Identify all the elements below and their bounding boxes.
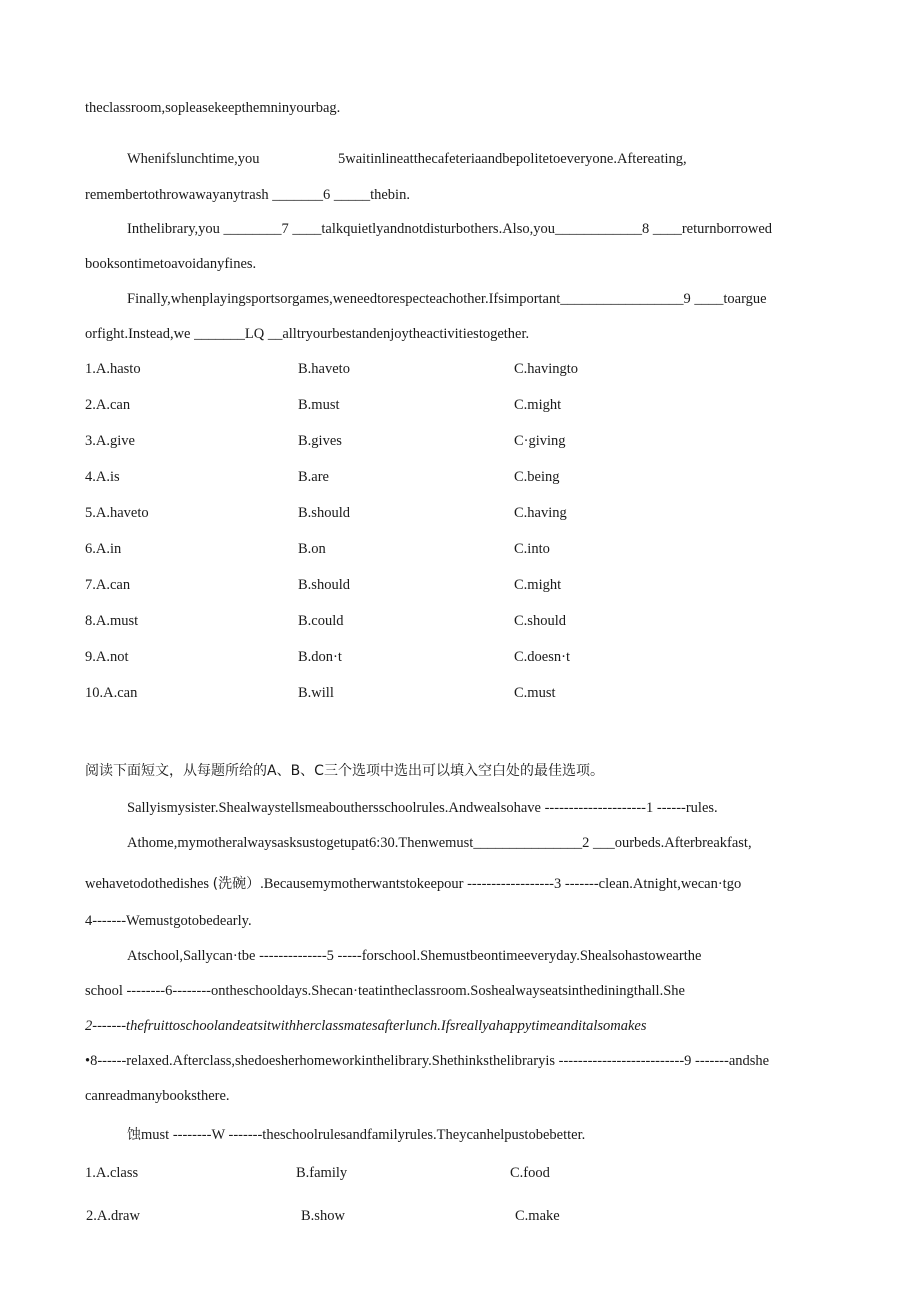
q1-4-b: B.are (298, 469, 329, 485)
passage2-line-5: Atschool,Sallycan·tbe --------------5 -----forschool.Shemustbeontimeeveryday.Shealsohastowearthe (127, 948, 702, 964)
q1-1-c: C.havingto (514, 361, 579, 377)
passage2-line-9: canreadmanybooksthere. (85, 1088, 230, 1104)
passage1-line-1a: Whenifslunchtime,you (127, 151, 260, 167)
passage2-line-3 (85, 875, 741, 893)
q1-4-a: 4.A.is (85, 469, 120, 485)
q2-2-b: B.show (301, 1208, 345, 1224)
q2-1-c: C.food (510, 1165, 550, 1181)
q1-6-c: C.into (514, 541, 550, 557)
q2-2-a: 2.A.draw (86, 1208, 140, 1224)
q1-5-a: 5.A.haveto (85, 505, 149, 521)
q2-2-c: C.make (515, 1208, 560, 1224)
passage2-line-10b: must --------W -------theschoolrulesandfamilyrules.Theycanhelpustobebetter. (141, 1127, 586, 1143)
q1-10-c: C.must (514, 685, 556, 701)
q1-1-a: 1.A.hasto (85, 361, 141, 377)
q1-7-b: B.should (298, 577, 350, 593)
q1-9-c: C.doesn·t (514, 649, 570, 665)
passage1-line-3: Inthelibrary,you ________7 ____talkquietlyandnotdisturbothers.Also,you____________8 ____returnborrowed (127, 221, 773, 237)
q1-8-c: C.should (514, 613, 566, 629)
passage2-line-1: Sallyismysister.Shealwaystellsmeabouthersschoolrules.Andwealsohave ---------------------1 ------rules. (127, 800, 718, 816)
q1-8-a: 8.A.must (85, 613, 139, 629)
q1-5-c: C.having (514, 505, 567, 521)
passage1-line-6: orfight.Instead,we _______LQ __alltryourbestandenjoytheactivitiestogether. (85, 326, 530, 342)
passage2-line-2: Athome,mymotheralwaysasksustogetupat6:30.Thenwemust_______________2 ___ourbeds.Afterbreakfast, (127, 835, 752, 851)
q1-3-b: B.gives (298, 433, 342, 449)
q1-10-a: 10.A.can (85, 685, 138, 701)
q1-2-c: C.might (514, 397, 562, 413)
passage2-line-3-gloss: (洗碗） (212, 876, 261, 892)
q1-7-c: C.might (514, 577, 562, 593)
passage1-line-1b: 5waitinlineatthecafeteriaandbepolitetoeveryone.Aftereating, (338, 151, 687, 167)
passage2-line-4: 4-------Wemustgotobedearly. (85, 913, 252, 929)
passage2-line-7: 2-------thefruittoschoolandeatsitwithherclassmatesafterlunch.Ifsreallyahappytimeanditalsomakes (85, 1018, 647, 1034)
q1-10-b: B.will (298, 685, 334, 701)
q1-8-b: B.could (298, 613, 344, 629)
q1-3-c: C·giving (514, 433, 566, 449)
q1-2-b: B.must (298, 397, 340, 413)
q1-9-b: B.don·t (298, 649, 342, 665)
q2-1-b: B.family (296, 1165, 348, 1181)
q1-9-a: 9.A.not (85, 649, 129, 665)
q1-4-c: C.being (514, 469, 560, 485)
q1-1-b: B.haveto (298, 361, 350, 377)
section2-heading: 阅读下面短文，从每题所给的A、B、C三个选项中选出可以填入空白处的最佳选项。 (85, 763, 604, 779)
passage2-line-8: •8------relaxed.Afterclass,shedoesherhomeworkinthelibrary.Shethinksthelibraryis --------------------------9 -------andshe (85, 1053, 770, 1069)
q1-5-b: B.should (298, 505, 350, 521)
passage2-line-10-glyph: 蚀 (127, 1127, 141, 1143)
q1-2-a: 2.A.can (85, 397, 131, 413)
passage2-line-3a: wehavetodothedishes (85, 876, 210, 892)
q1-7-a: 7.A.can (85, 577, 131, 593)
passage1-line-0: theclassroom,sopleasekeepthemninyourbag. (85, 100, 341, 116)
passage2-line-3c: .Becausemymotherwantstokeepour ------------------3 -------clean.Atnight,wecan·tgo (260, 876, 742, 892)
passage2-line-10 (127, 1126, 585, 1144)
passage2-line-6: school --------6--------ontheschooldays.Shecan·teatintheclassroom.Soshealwayseatsinthediningthall.She (85, 983, 685, 999)
passage1-line-4: booksontimetoavoidanyfines. (85, 256, 257, 272)
passage1-line-2: remembertothrowawayanytrash _______6 _____thebin. (85, 187, 410, 203)
passage1-line-5: Finally,whenplayingsportsorgames,weneedtorespecteachother.Ifsimportant_________________9 ____toargue (127, 291, 767, 307)
q1-3-a: 3.A.give (85, 433, 135, 449)
q2-1-a: 1.A.class (85, 1165, 139, 1181)
q1-6-a: 6.A.in (85, 541, 122, 557)
q1-6-b: B.on (298, 541, 326, 557)
